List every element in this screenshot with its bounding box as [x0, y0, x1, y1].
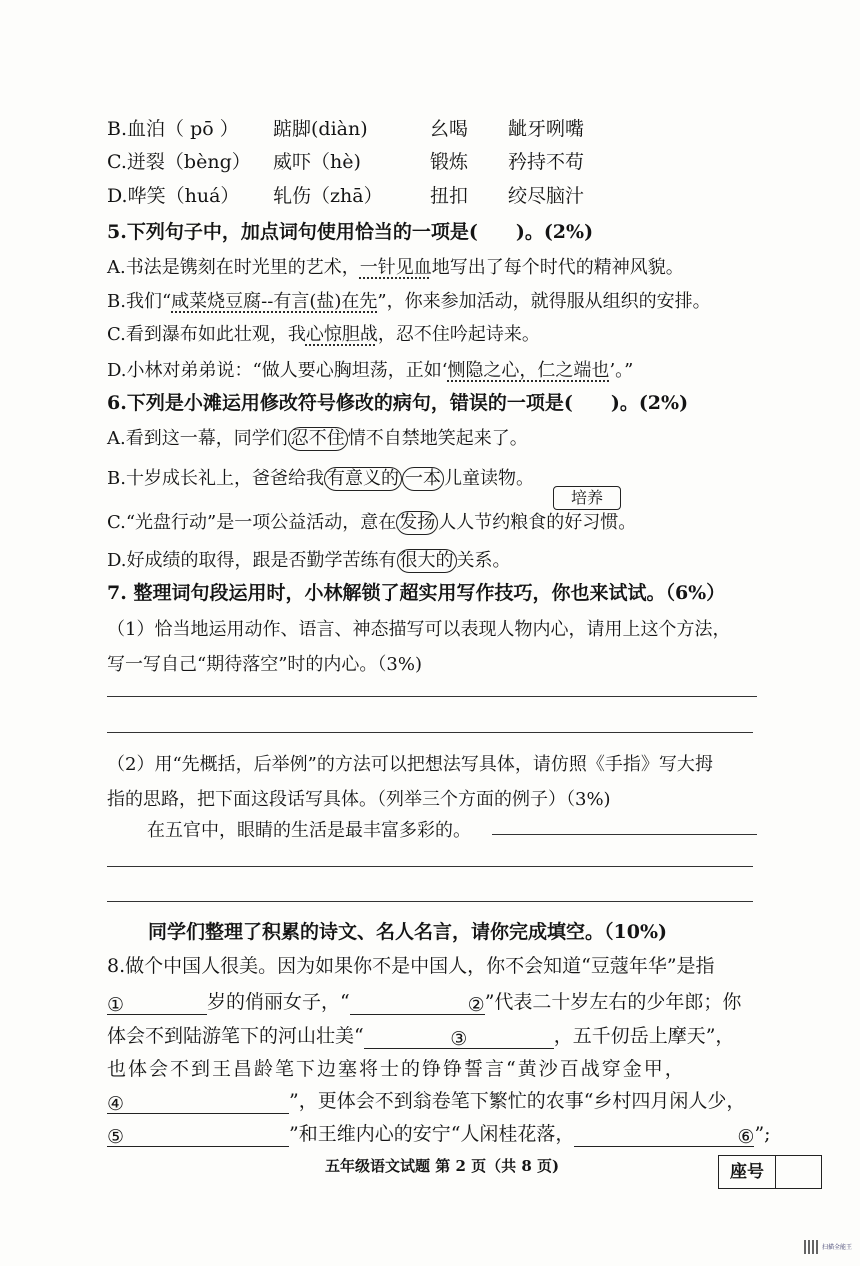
seat-number-box — [718, 1155, 822, 1189]
q7-part2-line1: （2）用“先概括，后举例”的方法可以把想法写具体，请仿照《手指》写大拇 — [107, 754, 713, 775]
seat-label: 座号 — [719, 1156, 776, 1188]
option-c-row: C.迸裂（bèng） — [107, 151, 251, 173]
q8-line5: ④ ”，更体会不到翁卷笔下繁忙的农事“乡村四月闲人少， — [107, 1090, 746, 1115]
q7-part1-line2: 写一写自己“期待落空”时的内心。（3%) — [107, 654, 422, 675]
q8-line3: 体会不到陆游笔下的河山壮美“ ③ ，五千仞岳上摩天”， — [107, 1025, 735, 1050]
fill-blank-5[interactable]: ⑤ — [107, 1124, 289, 1147]
q7-part2-prompt: 在五官中，眼睛的生活是最丰富多彩的。 — [147, 820, 471, 841]
q6-option-c: C.“光盘行动”是一项公益活动，意在 发扬 人人节约粮食的好习惯。 — [107, 512, 637, 533]
insert-word-box: 培养 — [553, 486, 621, 510]
q7-part1-line1: （1）恰当地运用动作、语言、神态描写可以表现人物内心，请用上这个方法， — [107, 619, 731, 640]
circled-word: 有意义的 — [324, 467, 402, 491]
circled-word: 发扬 — [396, 511, 438, 535]
answer-line[interactable] — [492, 834, 757, 835]
option-b-row: B.血泊（ pō ） — [107, 118, 239, 140]
q7-part2-line2: 指的思路，把下面这段话写具体。（列举三个方面的例子）（3%) — [107, 789, 611, 810]
section-intro: 同学们整理了积累的诗文、名人名言，请你完成填空。（10%) — [148, 921, 667, 943]
answer-line[interactable] — [107, 901, 753, 902]
option-c-word3: 锻炼 — [430, 151, 469, 173]
fill-blank-6[interactable]: ⑥ — [574, 1124, 754, 1147]
dotted-phrase: 恻隐之心，仁之端也 — [447, 360, 610, 381]
fill-blank-2[interactable]: ② — [350, 992, 485, 1015]
q8-line6: ⑤ ”和王维内心的安宁“人闲桂花落， ⑥”; — [107, 1123, 771, 1148]
answer-line[interactable] — [107, 866, 753, 867]
option-d-word2: 轧伤（zhā） — [273, 185, 383, 207]
circled-word: 一本 — [402, 467, 444, 491]
circled-word: 忍不住 — [288, 427, 348, 451]
q8-line1: 8.做个中国人很美。因为如果你不是中国人，你不会知道“豆蔻年华”是指 — [107, 955, 715, 977]
fill-blank-1[interactable]: ① — [107, 992, 207, 1015]
q6-option-d: D.好成绩的取得，跟是否勤学苦练有 很大的 关系。 — [107, 550, 511, 571]
page-footer: 五年级语文试题 第 2 页（共 8 页) — [325, 1157, 560, 1175]
q5-option-a: A.书法是镌刻在时光里的艺术，一针见血地写出了每个时代的精神风貌。 — [107, 257, 684, 278]
fill-blank-3[interactable]: ③ — [364, 1026, 554, 1049]
q6-option-a: A.看到这一幕，同学们 忍不住 情不自禁地笑起来了。 — [107, 428, 528, 449]
option-c-word2: 威吓（hè) — [273, 151, 361, 173]
dotted-phrase: 心惊胆战 — [305, 324, 378, 345]
q8-line4: 也体会不到王昌龄笔下边塞将士的铮铮誓言“黄沙百战穿金甲， — [107, 1058, 686, 1080]
circled-word: 很大的 — [397, 549, 457, 573]
q5-option-b: B.我们“咸菜烧豆腐--有言(盐)在先”，你来参加活动，就得服从组织的安排。 — [107, 291, 711, 312]
answer-line[interactable] — [107, 732, 753, 733]
scanner-watermark: 扫描全能王 — [822, 1244, 853, 1251]
option-b-word3: 幺喝 — [430, 118, 469, 140]
option-b-word2: 踮脚(diàn) — [273, 118, 368, 140]
q6-option-b: B.十岁成长礼上，爸爸给我 有意义的 一本 儿童读物。 — [107, 468, 534, 489]
dotted-phrase: 咸菜烧豆腐--有言(盐)在先 — [171, 291, 378, 312]
answer-line[interactable] — [107, 696, 757, 697]
option-d-word4: 绞尽脑汁 — [508, 185, 585, 207]
q5-option-c: C.看到瀑布如此壮观，我心惊胆战，忍不住吟起诗来。 — [107, 324, 540, 345]
option-c-word4: 矜持不苟 — [508, 151, 585, 173]
option-d-row: D.哗笑（huá） — [107, 185, 240, 207]
q5-option-d: D.小林对弟弟说：“做人要心胸坦荡，正如‘恻隐之心，仁之端也’。” — [107, 360, 634, 381]
q5-stem: 5.下列句子中，加点词句使用恰当的一项是( )。(2%) — [107, 221, 594, 243]
q7-stem: 7. 整理词句段运用时，小林解锁了超实用写作技巧，你也来试试。（6%） — [107, 582, 726, 604]
qr-icon — [804, 1240, 818, 1254]
q6-stem: 6.下列是小滩运用修改符号修改的病句，错误的一项是( )。(2%) — [107, 392, 689, 414]
dotted-phrase: 一针见血 — [359, 257, 432, 278]
fill-blank-4[interactable]: ④ — [107, 1091, 289, 1114]
q8-line2: ① 岁的俏丽女子，“ ②”代表二十岁左右的少年郎；你 — [107, 991, 742, 1016]
option-d-word3: 扭扣 — [430, 185, 469, 207]
option-b-word4: 龇牙咧嘴 — [508, 118, 585, 140]
